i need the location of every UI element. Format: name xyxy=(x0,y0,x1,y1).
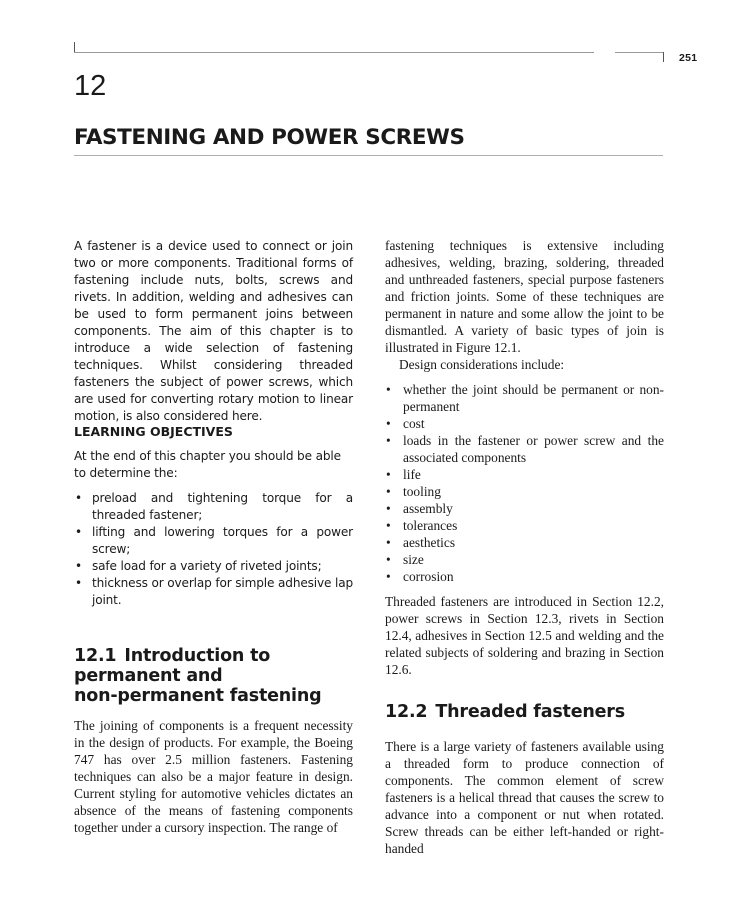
list-item: • tolerances xyxy=(385,517,664,534)
list-item: • assembly xyxy=(385,500,664,517)
header-rule-left xyxy=(74,52,594,53)
considerations-list xyxy=(385,381,664,585)
list-item: • tooling xyxy=(385,483,664,500)
design-considerations-intro: Design considerations include: xyxy=(399,357,565,372)
chapter-title: FASTENING AND POWER SCREWS xyxy=(74,125,465,150)
list-item: • whether the joint should be permanent or non-permanent xyxy=(385,381,664,415)
section-title: Threaded fasteners xyxy=(435,702,625,722)
chapter-number: 12 xyxy=(74,70,107,102)
section-title-line: Introduction to xyxy=(124,646,271,666)
list-item: • safe load for a variety of riveted joints; xyxy=(74,558,353,575)
section-title-line: non-permanent fastening xyxy=(74,686,322,706)
header-rule-right xyxy=(615,52,663,53)
section-overview-paragraph: Threaded fasteners are introduced in Section 12.2, power screws in Section 12.3, rivets in Section 12.4, adhesives in Section 12.5 and welding and the related subjects of soldering and brazing in Section 12.6. xyxy=(385,594,664,677)
header-right-tick xyxy=(663,52,664,62)
section-12-2-body: There is a large variety of fasteners available using a threaded form to produce connection of components. The common element of screw fasteners is a helical thread that causes the screw to advance into a component or nut when rotated. Screw threads can be either left-handed or right-handed xyxy=(385,739,664,856)
chapter-title-rule xyxy=(74,155,663,156)
learning-objectives-heading: LEARNING OBJECTIVES xyxy=(74,424,233,439)
list-item: • aesthetics xyxy=(385,534,664,551)
intro-paragraph: A fastener is a device used to connect or join two or more components. Traditional forms of fastening include nuts, bolts, screws and rivets. In addition, welding and adhesives can be used to form permanent joins between components. The aim of this chapter is to introduce a wide selection of fastening techniques. Whilst considering threaded fasteners the subject of power screws, which are used for converting rotary motion to linear motion, is also considered here. xyxy=(74,239,353,423)
section-12-1-body: The joining of components is a frequent necessity in the design of products. For example, the Boeing 747 has over 2.5 million fasteners. Fastening techniques can also be a major feature in design. Current styling for automotive vehicles dictates an absence of the means of fastening components together under a cursory inspection. The range of xyxy=(74,718,353,835)
list-item: • life xyxy=(385,466,664,483)
objectives-intro: At the end of this chapter you should be able to determine the: xyxy=(74,449,341,480)
list-item: • cost xyxy=(385,415,664,432)
section-12-2-heading xyxy=(385,702,664,722)
list-item: • corrosion xyxy=(385,568,664,585)
list-item: • lifting and lowering torques for a power screw; xyxy=(74,524,353,558)
page-number: 251 xyxy=(679,52,698,64)
section-title-line: permanent and xyxy=(74,666,223,686)
header-left-tick xyxy=(74,42,75,52)
fastening-techniques-paragraph: fastening techniques is extensive including adhesives, welding, brazing, soldering, threaded and unthreaded fasteners, special purpose fasteners and friction joints. Some of these techniques are permanent in nature and some allow the joint to be dismantled. A variety of basic types of join is illustrated in Figure 12.1. xyxy=(385,238,664,355)
list-item: • preload and tightening torque for a threaded fastener; xyxy=(74,490,353,524)
list-item: • loads in the fastener or power screw and the associated components xyxy=(385,432,664,466)
list-item: • thickness or overlap for simple adhesive lap joint. xyxy=(74,575,353,609)
objectives-list xyxy=(74,490,353,609)
list-item: • size xyxy=(385,551,664,568)
section-number: 12.2 xyxy=(385,702,428,722)
section-12-1-heading xyxy=(74,646,353,706)
section-number: 12.1 xyxy=(74,646,117,666)
